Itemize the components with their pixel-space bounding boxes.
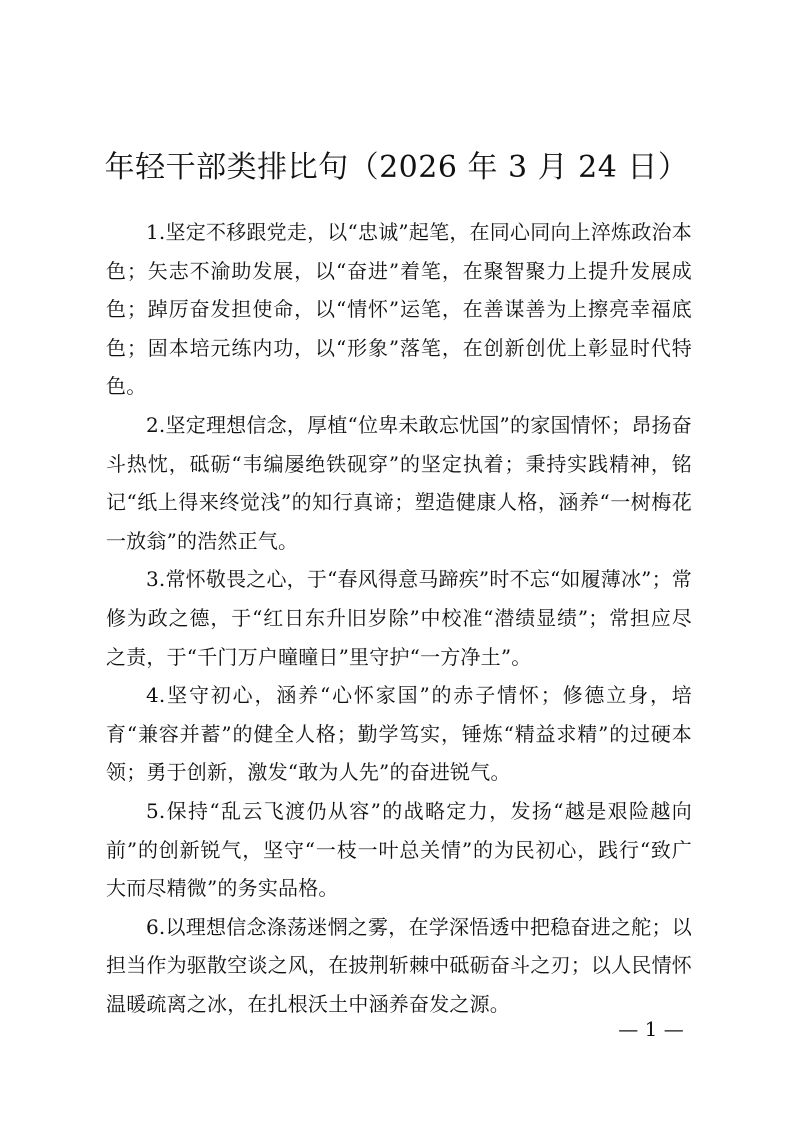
document-title: 年轻干部类排比句（2026 年 3 月 24 日） bbox=[104, 150, 689, 185]
paragraph-5: 5.保持“乱云飞渡仍从容”的战略定力，发扬“越是艰险越向前”的创新锐气，坚守“一枝一叶总关情”的为民初心，践行“致广大而尽精微”的务实品格。 bbox=[106, 798, 692, 901]
paragraph-6: 6.以理想信念涤荡迷惘之雾，在学深悟透中把稳奋进之舵；以担当作为驱散空谈之风，在披荆斩棘中砥砺奋斗之刃；以人民情怀温暖疏离之冰，在扎根沃土中涵养奋发之源。 bbox=[106, 914, 692, 1016]
document-body bbox=[106, 213, 692, 1023]
paragraph-4: 4.坚守初心，涵养“心怀家国”的赤子情怀；修德立身，培育“兼容并蓄”的健全人格；勤学笃实，锤炼“精益求精”的过硬本领；勇于创新，激发“敢为人先”的奋进锐气。 bbox=[106, 683, 692, 785]
paragraph-1: 1.坚定不移跟党走，以“忠诚”起笔，在同心同向上淬炼政治本色；矢志不渝助发展，以“奋进”着笔，在聚智聚力上提升发展成色；踔厉奋发担使命，以“情怀”运笔，在善谋善为上擦亮幸福底色；固本培元练内功，以“形象”落笔，在创新创优上彰显时代特色。 bbox=[106, 220, 692, 399]
paragraph-3: 3.常怀敬畏之心，于“春风得意马蹄疾”时不忘“如履薄冰”；常修为政之德，于“红日东升旧岁除”中校准“潜绩显绩”；常担应尽之责，于“千门万户曈曈日”里守护“一方净土”。 bbox=[106, 567, 692, 669]
page-number: — 1 — bbox=[618, 1017, 684, 1041]
paragraph-2: 2.坚定理想信念，厚植“位卑未敢忘忧国”的家国情怀；昂扬奋斗热忱，砥砺“韦编屡绝铁砚穿”的坚定执着；秉持实践精神，铭记“纸上得来终觉浅”的知行真谛；塑造健康人格，涵养“一树梅花一放翁”的浩然正气。 bbox=[106, 412, 692, 553]
